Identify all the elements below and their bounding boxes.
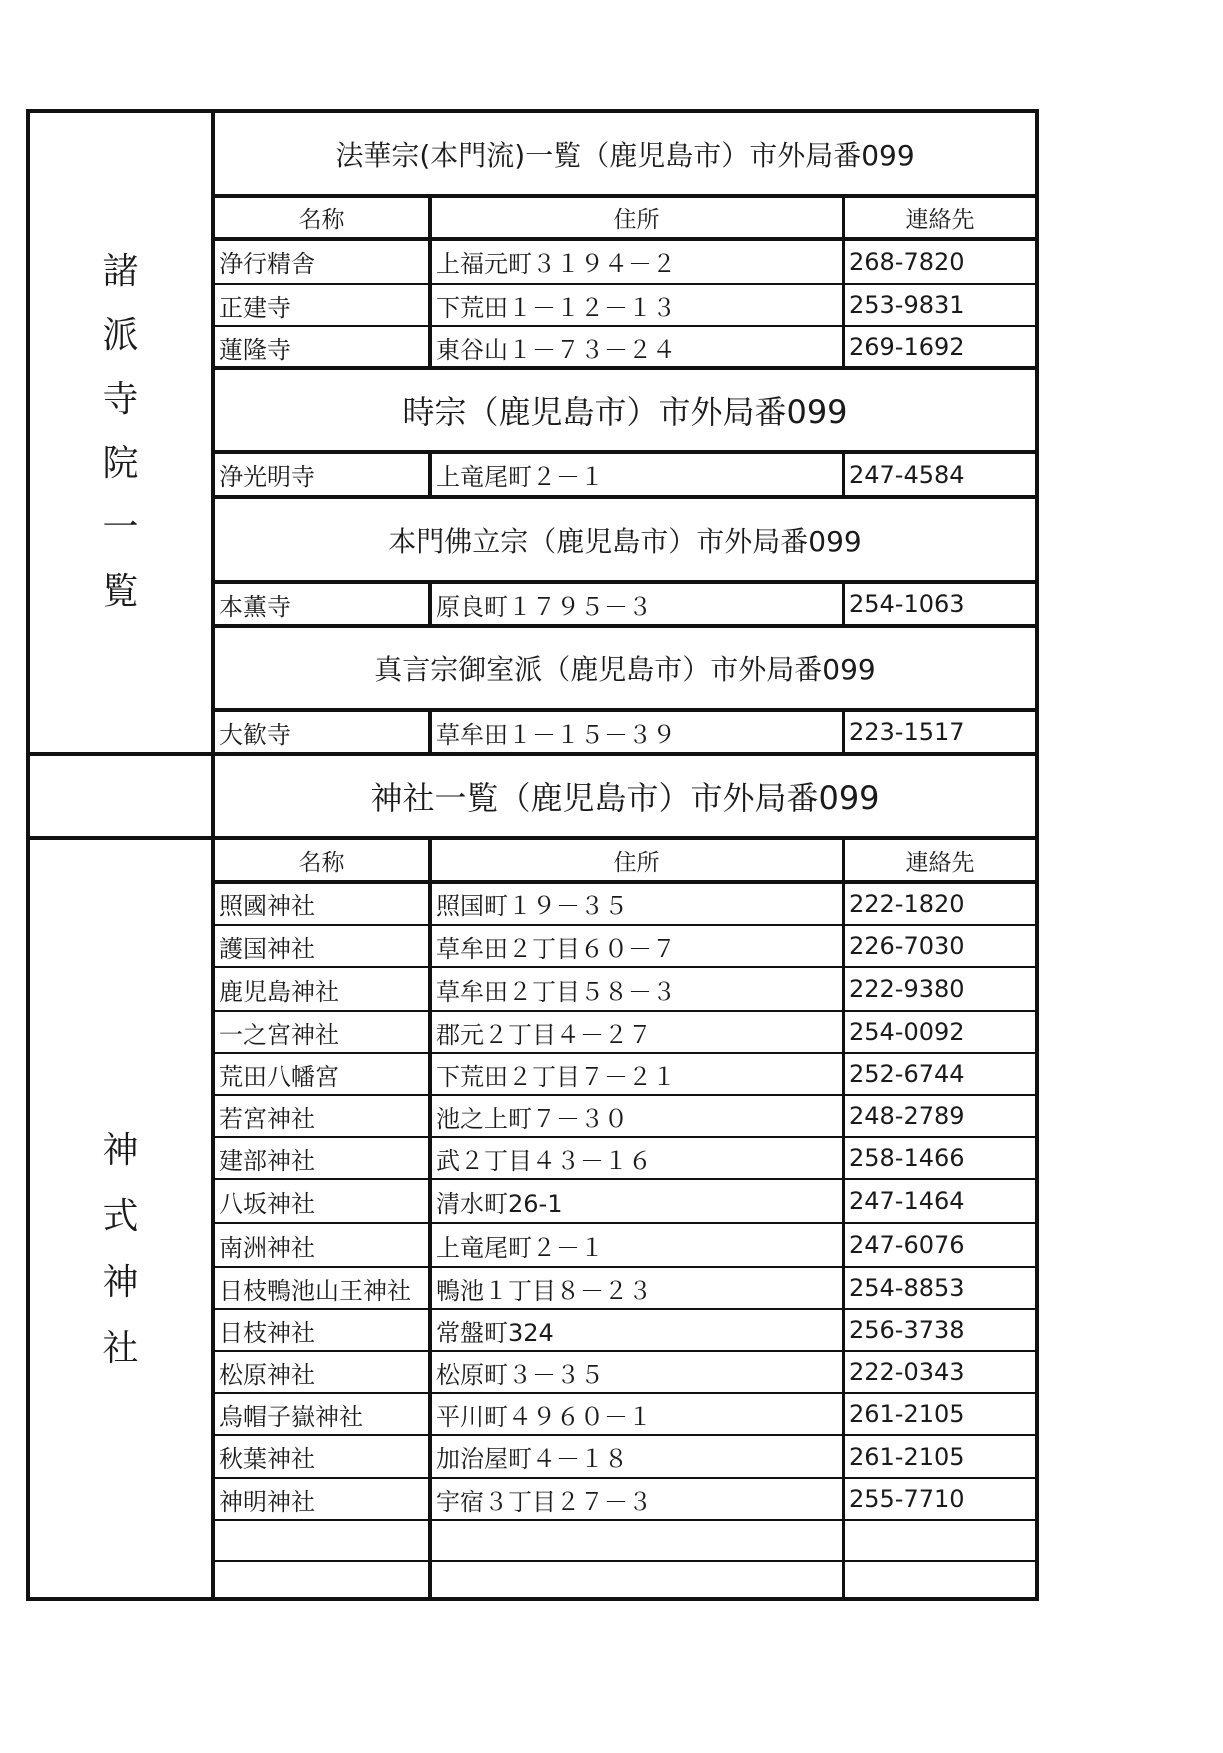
column-header-contact-shrines: 連絡先 — [905, 849, 975, 876]
table-border-right — [1035, 111, 1039, 1599]
row-name: 神明神社 — [219, 1487, 315, 1516]
column-header-address: 住所 — [613, 207, 660, 233]
table-rule — [213, 1052, 1037, 1054]
column-header-address-shrines: 住所 — [613, 849, 660, 876]
column-header-name-shrines: 名称 — [298, 849, 345, 876]
row-address: 常盤町324 — [436, 1318, 554, 1347]
row-name: 若宮神社 — [219, 1104, 315, 1133]
row-address: 草牟田１－１５－３９ — [436, 720, 676, 749]
row-phone: 261-2105 — [849, 1442, 965, 1471]
column-divider — [428, 452, 432, 497]
row-name — [213, 1561, 430, 1599]
section-title-shrines: 神社一覧（鹿児島市）市外局番099 — [370, 779, 880, 817]
column-divider — [842, 838, 845, 1599]
section-divider-full — [28, 836, 1037, 840]
row-name: 本薫寺 — [219, 592, 291, 621]
table-border-bottom — [26, 1597, 1039, 1601]
column-header-name: 名称 — [298, 207, 345, 233]
side-label-char: 式 — [102, 1196, 139, 1237]
row-address: 池之上町７－３０ — [436, 1104, 628, 1133]
side-label-char: 諸 — [102, 251, 139, 292]
row-phone: 268-7820 — [849, 247, 965, 276]
row-address: 上竜尾町２－１ — [436, 463, 604, 491]
column-divider — [842, 582, 845, 626]
table-rule — [213, 624, 1037, 628]
side-label-char: 神 — [102, 1262, 139, 1303]
table-rule — [213, 1308, 1037, 1310]
table-rule — [213, 366, 1037, 370]
row-phone: 247-6076 — [849, 1231, 965, 1259]
row-name — [213, 1520, 430, 1561]
row-phone — [843, 1520, 1037, 1561]
column-divider — [428, 196, 432, 368]
table-rule — [213, 1178, 1037, 1180]
row-name: 烏帽子嶽神社 — [219, 1402, 363, 1431]
table-rule — [213, 1222, 1037, 1224]
row-phone: 269-1692 — [849, 333, 965, 361]
table-border-left — [26, 111, 30, 1599]
table-rule — [213, 580, 1037, 584]
side-label-char: 社 — [102, 1328, 139, 1369]
row-address: 武２丁目４３－１６ — [436, 1146, 652, 1175]
row-address: 草牟田２丁目６０－７ — [436, 934, 676, 963]
row-name: 浄光明寺 — [219, 463, 315, 491]
row-name: 八坂神社 — [219, 1189, 315, 1218]
side-label-temples — [28, 240, 213, 624]
column-divider — [428, 710, 432, 754]
table-border-top — [26, 109, 1039, 113]
row-name: 荒田八幡宮 — [219, 1062, 339, 1091]
side-label-char: 神 — [102, 1130, 139, 1171]
row-phone: 223-1517 — [849, 718, 965, 746]
table-rule — [213, 194, 1037, 198]
row-name: 建部神社 — [219, 1146, 315, 1175]
row-phone: 258-1466 — [849, 1144, 965, 1172]
row-address: 宇宿３丁目２７－３ — [436, 1487, 652, 1516]
table-rule — [213, 708, 1037, 712]
table-rule — [213, 1266, 1037, 1268]
table-rule — [213, 237, 1037, 241]
table-rule — [213, 325, 1037, 327]
table-rule — [213, 1094, 1037, 1096]
row-phone: 222-9380 — [849, 975, 965, 1003]
row-phone: 255-7710 — [849, 1485, 965, 1513]
row-phone: 254-0092 — [849, 1018, 965, 1046]
table-rule — [213, 966, 1037, 968]
row-phone: 222-0343 — [849, 1358, 965, 1386]
row-phone — [843, 1561, 1037, 1599]
row-address: 加治屋町４－１８ — [436, 1445, 628, 1473]
row-address: 松原町３－３５ — [436, 1360, 604, 1389]
side-label-char: 一 — [102, 507, 139, 548]
table-rule — [213, 450, 1037, 454]
section-title-shingon: 真言宗御室派（鹿児島市）市外局番099 — [374, 653, 876, 686]
column-divider — [428, 838, 432, 1599]
row-address: 清水町26‐1 — [436, 1189, 563, 1218]
row-name: 日枝神社 — [219, 1318, 315, 1347]
row-name: 浄行精舎 — [219, 250, 315, 278]
side-label-char: 派 — [102, 315, 139, 356]
column-divider — [428, 582, 432, 626]
row-address: 鴨池１丁目８－２３ — [436, 1276, 652, 1305]
row-name: 鹿児島神社 — [219, 977, 339, 1006]
section-title-jishu: 時宗（鹿児島市）市外局番099 — [402, 393, 848, 431]
row-address: 平川町４９６０－１ — [436, 1402, 652, 1431]
table-rule — [213, 1477, 1037, 1479]
row-phone: 248-2789 — [849, 1102, 965, 1130]
section-title-honmon: 本門佛立宗（鹿児島市）市外局番099 — [388, 524, 862, 558]
row-name: 一之宮神社 — [219, 1020, 339, 1049]
row-name: 日枝鴨池山王神社 — [219, 1276, 411, 1305]
row-name: 秋葉神社 — [219, 1445, 315, 1473]
row-address: 東谷山１－７３－２４ — [436, 335, 676, 364]
row-phone: 261-2105 — [849, 1400, 965, 1428]
table-rule — [213, 1434, 1037, 1436]
table-rule — [213, 880, 1037, 884]
table-rule — [213, 1392, 1037, 1394]
row-phone: 247-1464 — [849, 1187, 965, 1215]
side-column-divider — [211, 111, 215, 1599]
column-divider — [842, 196, 845, 368]
row-name: 大歓寺 — [219, 720, 291, 749]
row-phone: 254-8853 — [849, 1274, 965, 1302]
row-phone: 247-4584 — [849, 460, 965, 489]
table-rule — [213, 1519, 1037, 1521]
side-label-char: 寺 — [102, 379, 139, 420]
table-rule — [213, 1136, 1037, 1138]
row-phone: 253-9831 — [849, 291, 965, 319]
table-rule — [213, 283, 1037, 285]
row-address: 照国町１９－３５ — [436, 892, 628, 920]
row-name: 南洲神社 — [219, 1233, 315, 1262]
row-name: 蓮隆寺 — [219, 335, 291, 364]
column-header-contact: 連絡先 — [905, 207, 975, 233]
table-rule — [213, 924, 1037, 926]
row-address: 下荒田２丁目７－２１ — [436, 1062, 676, 1091]
table-rule — [213, 1350, 1037, 1352]
table-rule — [213, 1010, 1037, 1012]
row-address: 上竜尾町２－１ — [436, 1233, 604, 1262]
side-label-char: 院 — [102, 443, 139, 484]
row-address: 郡元２丁目４－２７ — [436, 1020, 652, 1049]
row-name: 正建寺 — [219, 293, 291, 322]
row-name: 護国神社 — [219, 934, 315, 963]
row-name: 松原神社 — [219, 1360, 315, 1389]
row-address: 下荒田１－１２－１３ — [436, 293, 676, 322]
row-address: 上福元町３１９４－２ — [436, 250, 676, 278]
row-phone: 252-6744 — [849, 1060, 965, 1088]
row-address: 草牟田２丁目５８－３ — [436, 977, 676, 1006]
side-label-shrines — [28, 1118, 213, 1382]
row-address — [430, 1561, 843, 1599]
side-label-char: 覧 — [102, 571, 139, 612]
row-address — [430, 1520, 843, 1561]
table-rule — [213, 495, 1037, 499]
column-divider — [842, 710, 845, 754]
table-rule — [213, 1560, 1037, 1562]
row-phone: 222-1820 — [849, 889, 965, 918]
row-address: 原良町１７９５－３ — [436, 592, 652, 621]
row-name: 照國神社 — [219, 892, 315, 920]
row-phone: 254-1063 — [849, 590, 965, 618]
section-title-hokke: 法華宗(本門流)一覧（鹿児島市）市外局番099 — [335, 138, 915, 172]
row-phone: 226-7030 — [849, 932, 965, 960]
row-phone: 256-3738 — [849, 1316, 965, 1344]
section-divider-full — [28, 752, 1037, 756]
column-divider — [842, 452, 845, 497]
